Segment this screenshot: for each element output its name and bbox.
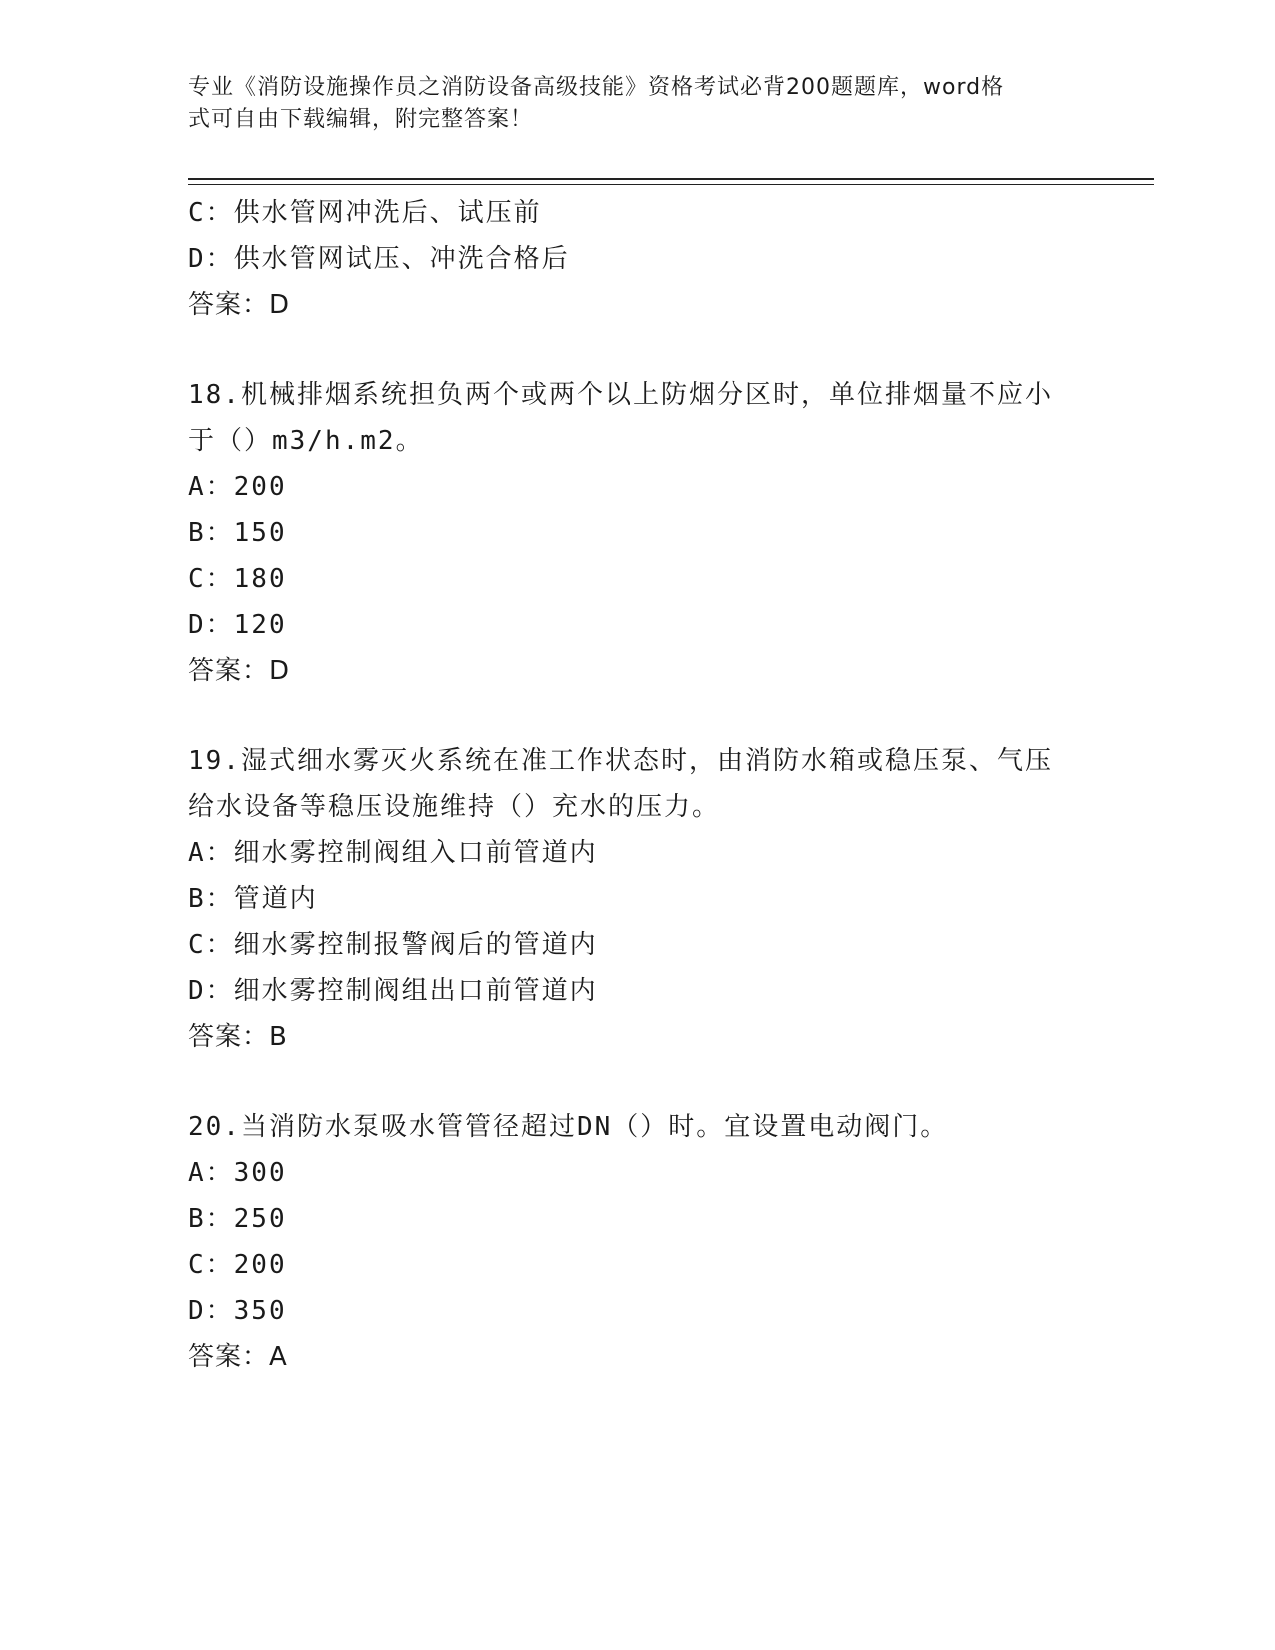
header-line-2: 式可自由下载编辑，附完整答案！ [188,107,534,132]
option-c: C：200 [188,1250,287,1280]
option-a: A：细水雾控制阀组入口前管道内 [188,838,598,868]
option-d: D：供水管网试压、冲洗合格后 [188,244,570,274]
question-stem-line-1: 20.当消防水泵吸水管管径超过DN（）时。宜设置电动阀门。 [188,1112,949,1142]
option-b: B：150 [188,518,287,548]
spacer [188,1060,1088,1104]
option-a: A：200 [188,472,287,502]
answer-line: 答案：B [188,1022,288,1052]
option-c: C：细水雾控制报警阀后的管道内 [188,930,598,960]
option-c: C：供水管网冲洗后、试压前 [188,198,542,228]
spacer [188,328,1088,372]
spacer [188,694,1088,738]
option-a: A：300 [188,1158,287,1188]
answer-line: 答案：D [188,656,291,686]
question-18 [188,372,1088,694]
option-d: D：细水雾控制阀组出口前管道内 [188,976,598,1006]
option-b: B：250 [188,1204,287,1234]
document-header [188,72,1068,136]
question-stem-line-1: 19.湿式细水雾灭火系统在准工作状态时，由消防水箱或稳压泵、气压 [188,746,1053,776]
question-stem-line-2: 于（）m3/h.m2。 [188,426,424,456]
question-17-tail [188,190,1088,328]
header-line-1: 专业《消防设施操作员之消防设备高级技能》资格考试必背200题题库，word格 [188,75,1005,100]
question-stem-line-2: 给水设备等稳压设施维持（）充水的压力。 [188,792,721,822]
answer-line: 答案：A [188,1342,288,1372]
option-b: B：管道内 [188,884,318,914]
option-d: D：120 [188,610,287,640]
question-19 [188,738,1088,1060]
header-divider-thick [188,178,1154,180]
question-content [188,190,1088,1380]
question-stem-line-1: 18.机械排烟系统担负两个或两个以上防烟分区时，单位排烟量不应小 [188,380,1053,410]
answer-line: 答案：D [188,290,291,320]
question-20 [188,1104,1088,1380]
option-d: D：350 [188,1296,287,1326]
option-c: C：180 [188,564,287,594]
header-divider-thin [188,184,1154,185]
